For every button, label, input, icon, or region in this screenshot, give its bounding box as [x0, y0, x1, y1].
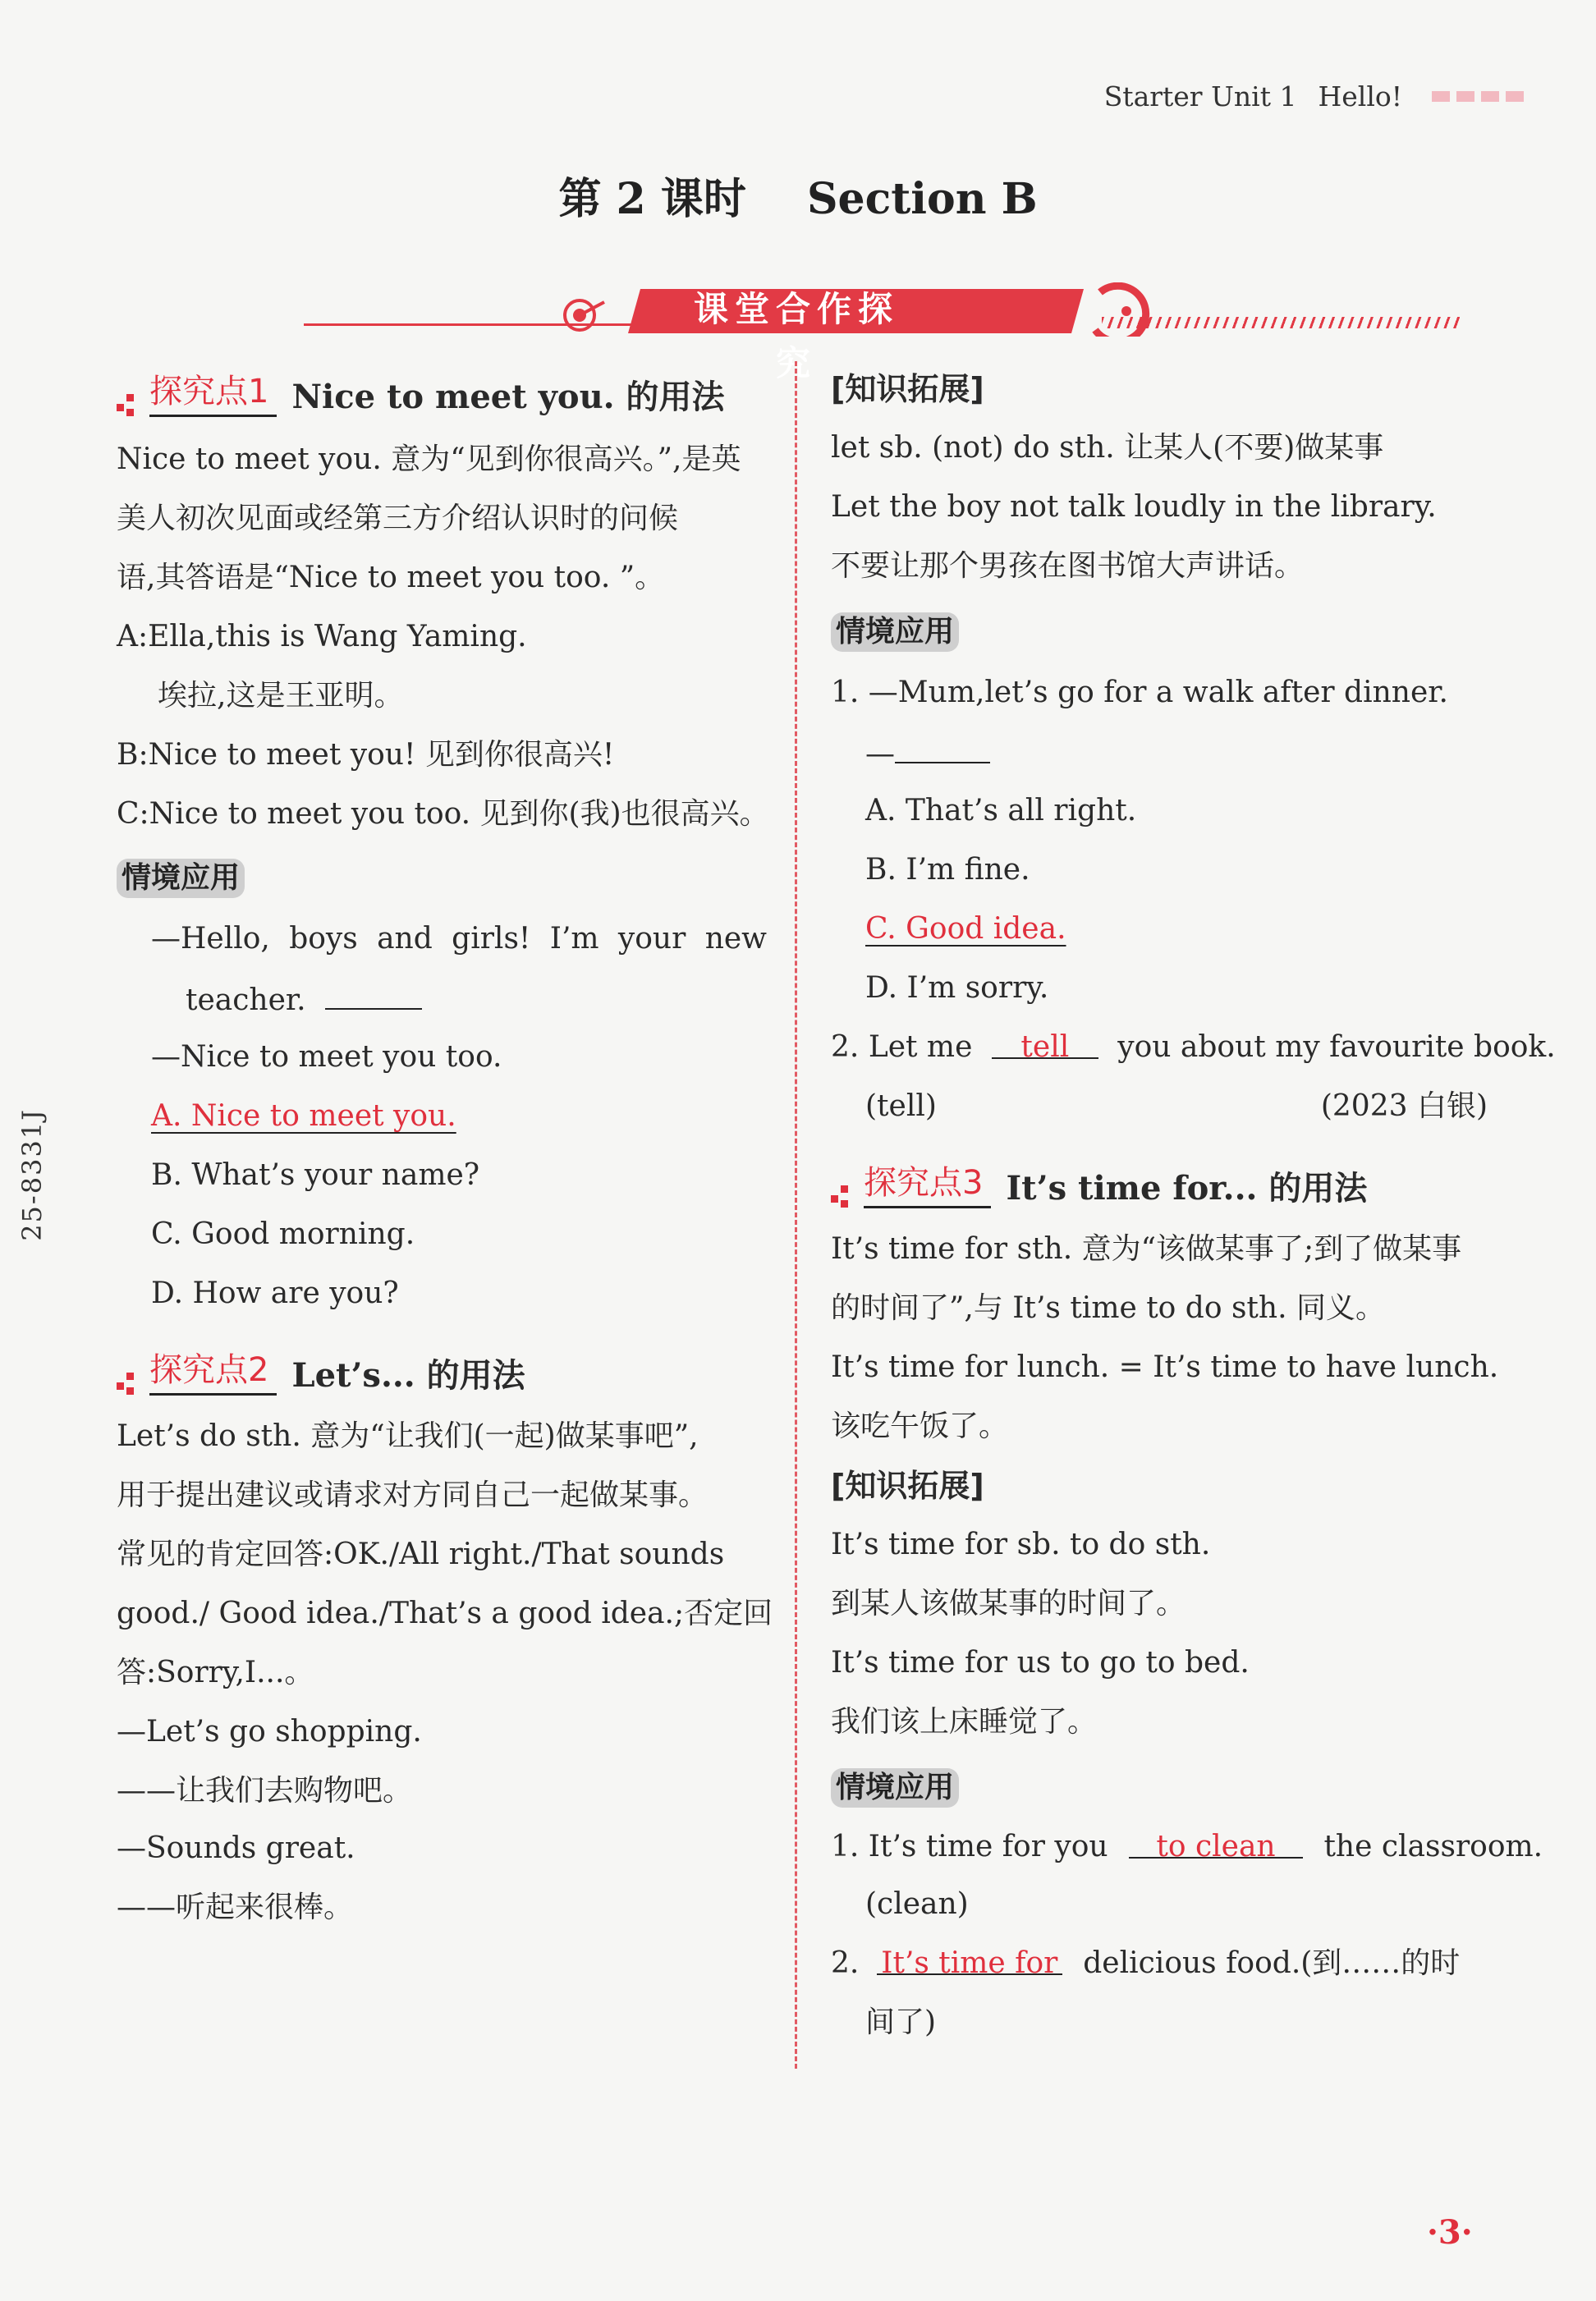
point1-body-line: 语,其答语是“Nice to meet you too. ”。 — [117, 561, 665, 594]
point2-body-line: Let’s do sth. 意为“让我们(一起)做某事吧”, — [117, 1419, 699, 1453]
practice2-reply-line — [865, 734, 990, 772]
practice1-question-line3: —Nice to meet you too. — [151, 1040, 502, 1074]
filled-answer[interactable]: tell — [992, 1029, 1098, 1059]
point3-header — [831, 1162, 1367, 1208]
section-banner — [296, 276, 1478, 383]
question-text: teacher. — [186, 983, 306, 1017]
unit-title: Hello! — [1318, 80, 1402, 112]
side-code: 25-8331J — [16, 1108, 48, 1241]
practice1-question-line — [151, 921, 767, 957]
option: A. That’s all right. — [865, 794, 1137, 827]
point1-body-line: 美人初次见面或经第三方介绍认识时的问候 — [117, 502, 679, 535]
expand2-line: It’s time for sb. to do sth. — [831, 1528, 1211, 1561]
point2-label: 探究点2 — [149, 1350, 277, 1396]
point2-example: —Sounds great. — [117, 1831, 355, 1865]
point1-example: 埃拉,这是王亚明。 — [158, 679, 404, 713]
point2-example: ——听起来很棒。 — [117, 1891, 354, 1924]
target-icon — [558, 294, 608, 335]
practice-tag: 情境应用 — [831, 1768, 959, 1808]
point1-label: 探究点1 — [149, 372, 277, 417]
question-word: your — [617, 922, 686, 956]
point1-example: B:Nice to meet you! 见到你很高兴! — [117, 738, 615, 772]
point-marker-icon — [831, 1180, 859, 1208]
practice3-question2 — [831, 1946, 1460, 1982]
practice2-question1: 1. —Mum,let’s go for a walk after dinner. — [831, 676, 1448, 709]
question-word: girls! — [452, 922, 531, 956]
question-word: and — [377, 922, 433, 956]
point-marker-icon — [117, 389, 144, 417]
practice3-question1 — [831, 1829, 1543, 1865]
point3-heading: It’s time for... 的用法 — [1006, 1169, 1368, 1208]
answer-blank[interactable] — [325, 980, 422, 1010]
question-text: you about my favourite book. — [1117, 1030, 1556, 1064]
section-name: Section B — [806, 174, 1038, 224]
option: B. I’m fine. — [865, 853, 1030, 887]
source: (2023 白银) — [1320, 1089, 1488, 1123]
expand1-line: let sb. (not) do sth. 让某人(不要)做某事 — [831, 431, 1384, 465]
question-text: 1. It’s time for you — [831, 1830, 1108, 1863]
option: B. What’s your name? — [151, 1158, 480, 1192]
filled-answer[interactable]: It’s time for — [877, 1946, 1062, 1975]
knowledge-expand-tag: [知识拓展] — [831, 1468, 984, 1504]
hint: (tell) — [865, 1089, 937, 1123]
filled-answer[interactable]: to clean — [1129, 1829, 1303, 1859]
column-divider — [795, 361, 797, 2069]
banner-hatch — [1102, 317, 1463, 328]
option: D. How are you? — [151, 1277, 399, 1310]
practice2-question2 — [831, 1029, 1556, 1066]
option-correct: C. Good idea. — [865, 912, 1066, 946]
point1-heading: Nice to meet you. 的用法 — [291, 378, 725, 416]
point1-example: A:Ella,this is Wang Yaming. — [117, 620, 527, 653]
practice2-hint-line — [865, 1089, 1488, 1125]
question-text: Let me — [868, 1030, 973, 1064]
expand2-line: 到某人该做某事的时间了。 — [831, 1587, 1186, 1620]
running-header — [1104, 80, 1524, 112]
expand2-line: It’s time for us to go to bed. — [831, 1646, 1250, 1680]
question-number: 2. — [831, 1946, 860, 1980]
practice1-question-line2 — [186, 980, 422, 1019]
question-text: 间了) — [865, 2005, 937, 2039]
point2-header — [117, 1350, 525, 1396]
expand1-line: 不要让那个男孩在图书馆大声讲话。 — [831, 549, 1305, 583]
hint: (clean) — [865, 1887, 969, 1921]
page-title — [0, 164, 1596, 226]
point-marker-icon — [117, 1368, 144, 1396]
question-number: 2. — [831, 1030, 860, 1064]
point2-body-line: good./ Good idea./That’s a good idea.;否定回 — [117, 1597, 773, 1630]
answer-blank[interactable] — [895, 734, 990, 763]
point3-label: 探究点3 — [864, 1163, 991, 1208]
knowledge-expand-tag: [知识拓展] — [831, 371, 984, 407]
option-correct: A. Nice to meet you. — [151, 1099, 456, 1133]
point2-body-line: 常见的肯定回答:OK./All right./That sounds — [117, 1538, 725, 1571]
question-word: new — [704, 922, 767, 956]
question-text: the classroom. — [1323, 1830, 1543, 1863]
banner-title: 课堂合作探究 — [693, 289, 899, 383]
practice-tag: 情境应用 — [831, 612, 959, 652]
point3-body-line: It’s time for sth. 意为“该做某事了;到了做某事 — [831, 1232, 1462, 1266]
dash: — — [865, 737, 895, 771]
point2-example: ——让我们去购物吧。 — [117, 1774, 413, 1808]
point2-body-line: 答:Sorry,I...。 — [117, 1656, 314, 1689]
point3-body-line: It’s time for lunch. = It’s time to have lunch. — [831, 1350, 1499, 1384]
option: D. I’m sorry. — [865, 971, 1049, 1005]
point1-header — [117, 371, 725, 417]
point1-body-line: Nice to meet you. 意为“见到你很高兴。”,是英 — [117, 442, 741, 476]
option: C. Good morning. — [151, 1217, 415, 1251]
header-decoration — [1432, 91, 1524, 102]
point2-example: —Let’s go shopping. — [117, 1715, 422, 1749]
point2-body-line: 用于提出建议或请求对方同自己一起做某事。 — [117, 1478, 709, 1512]
question-text: delicious food.(到……的时 — [1083, 1946, 1461, 1980]
point3-body-line: 该吃午饭了。 — [831, 1409, 1009, 1443]
expand1-line: Let the boy not talk loudly in the library. — [831, 490, 1437, 524]
point1-example: C:Nice to meet you too. 见到你(我)也很高兴。 — [117, 797, 769, 831]
point3-body-line: 的时间了”,与 It’s time to do sth. 同义。 — [831, 1291, 1385, 1325]
question-word: I’m — [549, 922, 599, 956]
page-number: ·3· — [1427, 2213, 1473, 2252]
question-word: —Hello, — [151, 922, 270, 956]
point2-heading: Let’s... 的用法 — [291, 1356, 525, 1395]
lesson-number: 第 2 课时 — [558, 174, 746, 224]
practice-tag: 情境应用 — [117, 859, 245, 898]
question-word: boys — [289, 922, 358, 956]
expand2-line: 我们该上床睡觉了。 — [831, 1705, 1098, 1739]
unit-label: Starter Unit 1 — [1103, 80, 1297, 112]
